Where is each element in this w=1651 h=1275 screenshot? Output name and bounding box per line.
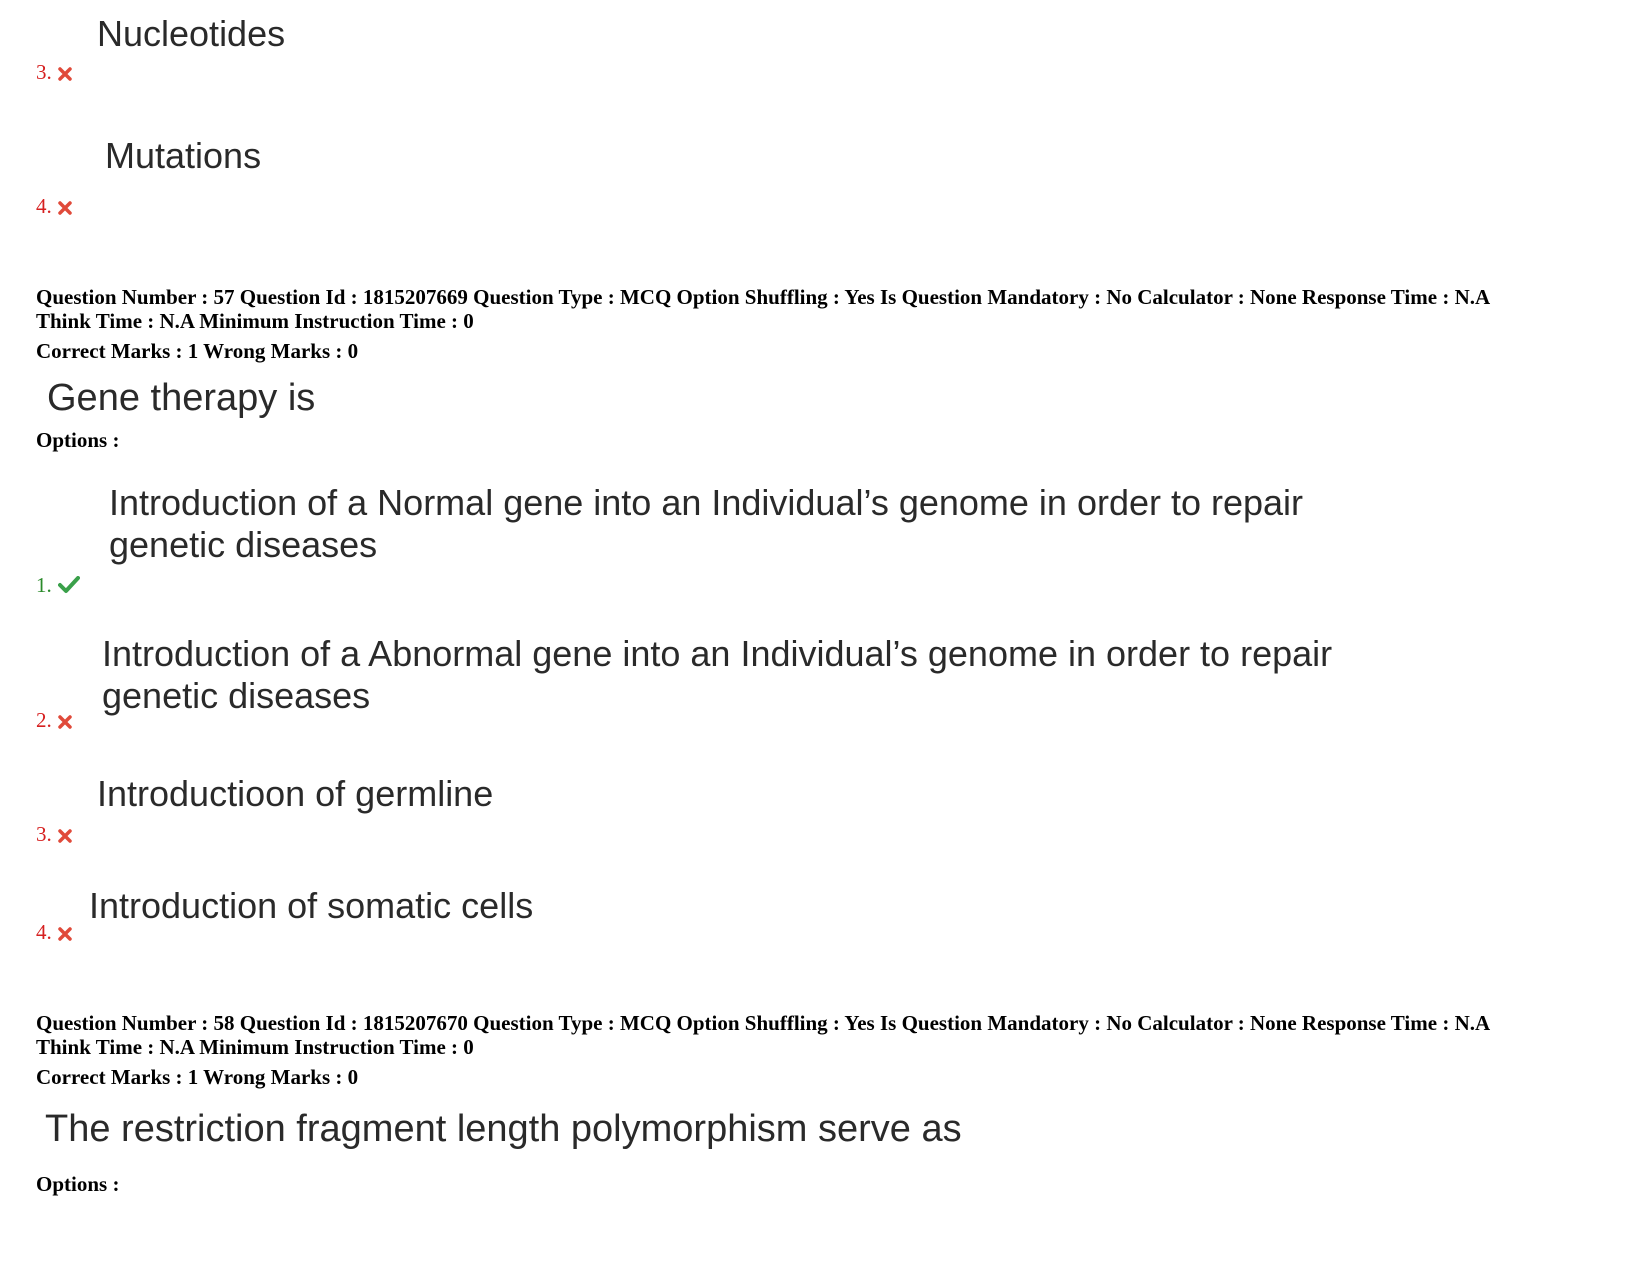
- option-number-label: 4.: [36, 194, 52, 218]
- option-number: [36, 822, 72, 848]
- option-text: genetic diseases: [102, 675, 371, 716]
- question-marks: Correct Marks : 1 Wrong Marks : 0: [36, 1065, 359, 1089]
- option-text: Introduction of a Abnormal gene into an Individual’s genome in order to repair: [102, 633, 1333, 674]
- cross-icon: [58, 196, 72, 220]
- option-text: Nucleotides: [97, 13, 286, 54]
- cross-icon: [58, 922, 72, 946]
- option-number-label: 1.: [36, 573, 52, 597]
- cross-icon: [58, 824, 72, 848]
- question-text: The restriction fragment length polymorphism serve as: [45, 1108, 962, 1150]
- question-meta: Question Number : 58 Question Id : 1815207670 Question Type : MCQ Option Shuffling : Yes Is Question Mandatory : No Calculator : None Response Time : N.A: [36, 1011, 1491, 1035]
- option-text: Mutations: [105, 135, 262, 176]
- options-label: Options :: [36, 1172, 120, 1196]
- question-marks: Correct Marks : 1 Wrong Marks : 0: [36, 339, 359, 363]
- cross-icon: [58, 62, 72, 86]
- option-number-label: 3.: [36, 60, 52, 84]
- question-text: Gene therapy is: [47, 377, 316, 419]
- option-text: genetic diseases: [109, 524, 378, 565]
- question-meta: Think Time : N.A Minimum Instruction Time : 0: [36, 1035, 474, 1059]
- option-text: Introduction of a Normal gene into an Individual’s genome in order to repair: [109, 482, 1304, 523]
- question-meta: Question Number : 57 Question Id : 1815207669 Question Type : MCQ Option Shuffling : Yes Is Question Mandatory : No Calculator : None Response Time : N.A: [36, 285, 1491, 309]
- option-number: [36, 194, 72, 220]
- option-number: [36, 573, 80, 599]
- option-text: Introductioon of germline: [97, 773, 494, 814]
- option-number-label: 4.: [36, 920, 52, 944]
- check-icon: [58, 575, 80, 599]
- option-number-label: 2.: [36, 708, 52, 732]
- option-number: [36, 708, 72, 734]
- cross-icon: [58, 710, 72, 734]
- option-number-label: 3.: [36, 822, 52, 846]
- option-text: Introduction of somatic cells: [89, 885, 534, 926]
- option-number: [36, 60, 72, 86]
- option-number: [36, 920, 72, 946]
- options-label: Options :: [36, 428, 120, 452]
- question-meta: Think Time : N.A Minimum Instruction Time : 0: [36, 309, 474, 333]
